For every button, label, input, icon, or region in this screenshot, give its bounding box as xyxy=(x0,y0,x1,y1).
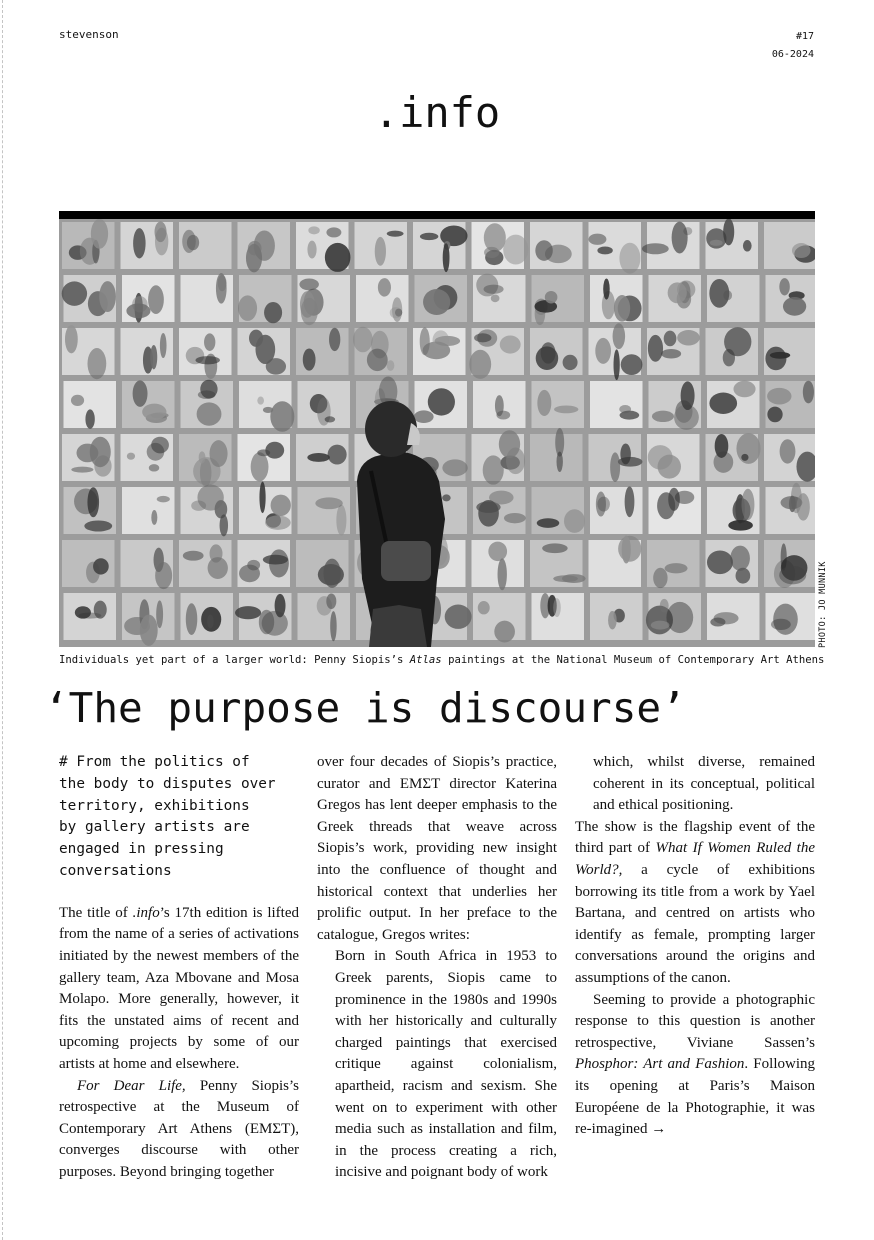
painting-mark xyxy=(496,411,510,420)
painting-mark xyxy=(87,487,99,517)
painting-mark xyxy=(62,281,87,305)
painting-mark xyxy=(652,411,674,422)
painting-mark xyxy=(308,226,319,234)
painting-mark xyxy=(390,307,402,318)
painting-mark xyxy=(620,444,631,465)
painting-mark xyxy=(478,500,499,527)
painting-mark xyxy=(783,297,806,316)
painting-mark xyxy=(554,405,578,413)
painting-mark xyxy=(625,486,635,517)
painting-mark xyxy=(315,497,342,509)
painting-mark xyxy=(484,285,504,294)
block-quote: which, whilst diverse, remained coherent in its conceptual, political and ethical positioning. xyxy=(593,754,815,814)
painting-mark xyxy=(207,614,214,628)
painting-mark xyxy=(329,328,340,351)
painting-mark xyxy=(186,603,198,635)
painting-mark xyxy=(420,327,430,355)
painting-mark xyxy=(545,291,558,304)
painting-mark xyxy=(803,381,814,404)
text-column-1 xyxy=(59,752,299,1184)
painting-mark xyxy=(619,405,631,413)
painting-mark xyxy=(378,278,391,297)
painting-mark xyxy=(420,233,438,240)
text-column-3 xyxy=(575,752,815,1141)
painting-sheet xyxy=(122,487,175,534)
painting-mark xyxy=(328,445,347,465)
painting-mark xyxy=(767,388,791,405)
painting-mark xyxy=(779,278,789,295)
painting-mark xyxy=(736,568,751,584)
paragraph-4: Seeming to provide a photographic response to this question is another retrospective, Viviane Sassen’s Phosphor: Art and Fashion. Following its opening at Paris’s Maison Européene de la Photographie, it was re-imagined → xyxy=(575,991,815,1138)
painting-mark xyxy=(301,298,318,325)
painting-mark xyxy=(432,330,449,349)
painting-mark xyxy=(714,612,739,624)
painting-mark xyxy=(445,605,472,629)
page-edge-marker xyxy=(2,0,3,1240)
painting-mark xyxy=(494,621,515,643)
painting-mark xyxy=(271,495,291,516)
painting-mark xyxy=(491,294,500,302)
painting-mark xyxy=(500,335,521,353)
painting-mark xyxy=(657,492,675,519)
photo-credit: PHOTO: JO MUNNIK xyxy=(818,561,828,648)
painting-mark xyxy=(503,235,528,265)
painting-mark xyxy=(537,518,560,528)
painting-mark xyxy=(672,222,688,254)
painting-mark xyxy=(94,601,107,619)
painting-mark xyxy=(367,349,388,371)
painting-mark xyxy=(797,493,810,521)
block-quote: Born in South Africa in 1953 to Greek parents, Siopis came to prominence in the 1980s and 1990s with her historically and culturally charged paintings that exercised critique against colonialism, apartheid, racism and sexism. She went on to experiment with other media such as installation and film, in the process creating a rich, incisive and poignant body of work xyxy=(335,948,557,1181)
painting-mark xyxy=(151,510,157,525)
painting-mark xyxy=(728,520,753,531)
painting-mark xyxy=(325,416,335,422)
painting-mark xyxy=(257,397,264,405)
painting-mark xyxy=(160,333,167,358)
painting-mark xyxy=(154,548,164,572)
painting-mark xyxy=(474,333,491,342)
painting-mark xyxy=(664,331,677,347)
painting-mark xyxy=(75,606,91,618)
issue-info xyxy=(772,28,814,64)
article-headline: ‘The purpose is discourse’ xyxy=(44,684,686,732)
painting-sheet xyxy=(590,381,643,428)
painting-mark xyxy=(238,295,257,321)
painting-mark xyxy=(613,323,626,349)
painting-mark xyxy=(423,289,450,315)
painting-mark xyxy=(428,388,455,415)
painting-mark xyxy=(619,243,640,274)
painting-mark xyxy=(265,442,284,459)
painting-mark xyxy=(90,437,111,468)
painting-mark xyxy=(736,433,760,464)
painting-mark xyxy=(504,513,526,523)
painting-mark xyxy=(442,459,467,476)
masthead-title: .info xyxy=(373,88,501,137)
painting-mark xyxy=(275,594,286,617)
painting-mark xyxy=(488,542,507,562)
painting-sheet xyxy=(296,328,349,375)
painting-mark xyxy=(614,349,620,380)
painting-mark xyxy=(149,464,160,471)
painting-mark xyxy=(541,342,556,363)
painting-mark xyxy=(265,515,291,529)
painting-mark xyxy=(792,243,811,258)
painting-mark xyxy=(442,494,451,501)
painting-mark xyxy=(156,600,163,628)
painting-mark xyxy=(742,489,755,520)
painting-mark xyxy=(537,390,551,416)
painting-mark xyxy=(133,380,148,407)
painting-mark xyxy=(239,565,260,583)
painting-mark xyxy=(498,558,507,590)
painting-mark xyxy=(266,358,286,375)
painting-mark xyxy=(198,390,216,399)
painting-mark xyxy=(621,354,643,375)
shoulder-bag xyxy=(381,541,431,581)
painting-mark xyxy=(71,467,93,473)
painting-mark xyxy=(765,347,786,371)
caption-text-end: paintings at the National Museum of Contemporary Art Athens xyxy=(441,654,825,666)
painting-mark xyxy=(263,555,288,565)
painting-mark xyxy=(597,246,612,254)
painting-mark xyxy=(187,235,199,250)
painting-mark xyxy=(469,350,491,379)
caption-italic-title: Atlas xyxy=(409,654,442,666)
painting-mark xyxy=(767,407,782,423)
painting-mark xyxy=(262,611,288,636)
brand-name: stevenson xyxy=(59,28,119,41)
painting-mark xyxy=(270,401,294,432)
painting-mark xyxy=(666,602,693,633)
painting-mark xyxy=(622,536,631,564)
painting-mark xyxy=(142,404,166,420)
painting-mark xyxy=(216,273,227,304)
painting-mark xyxy=(235,606,261,619)
painting-mark xyxy=(730,546,750,571)
painting-mark xyxy=(197,484,223,510)
painting-mark xyxy=(157,496,170,502)
painting-mark xyxy=(264,302,282,323)
painting-mark xyxy=(375,237,386,266)
painting-mark xyxy=(155,222,167,243)
painting-mark xyxy=(126,303,150,318)
painting-mark xyxy=(723,290,732,300)
painting-mark xyxy=(195,356,219,364)
painting-mark xyxy=(140,615,158,646)
issue-number: #17 xyxy=(795,31,814,42)
painting-mark xyxy=(610,452,620,482)
paragraph-3: The show is the flagship event of the third part of What If Women Ruled the World?, a cycle of exhibitions borrowing its title from a work by Yael Bartana, and centred on artists who identify as female, prompting larger conversations around the origins and assumptions of the canon. xyxy=(575,818,815,986)
painting-mark xyxy=(564,509,585,533)
painting-mark xyxy=(483,455,504,484)
painting-mark xyxy=(542,543,567,553)
painting-mark xyxy=(562,574,586,583)
painting-mark xyxy=(443,243,450,272)
painting-mark xyxy=(661,349,681,359)
painting-mark xyxy=(648,445,673,469)
painting-mark xyxy=(183,551,204,561)
painting-mark xyxy=(557,451,563,471)
painting-mark xyxy=(148,285,164,314)
painting-mark xyxy=(251,452,269,481)
painting-mark xyxy=(743,240,752,251)
painting-mark xyxy=(330,611,336,641)
painting-mark xyxy=(208,557,228,579)
painting-mark xyxy=(326,227,341,237)
painting-mark xyxy=(603,279,610,300)
paragraph-2: For Dear Life, Penny Siopis’s retrospective at the Museum of Contemporary Art Athens (ΕΜΣΤ), converges discourse with other purposes. Beyond bringing together xyxy=(59,1077,299,1180)
painting-mark xyxy=(478,601,490,614)
painting-mark xyxy=(535,240,552,261)
painting-mark xyxy=(595,338,611,364)
painting-mark xyxy=(553,598,561,617)
painting-mark xyxy=(723,349,735,366)
painting-mark xyxy=(65,325,78,353)
paragraph-2: over four decades of Siopis’s practice, curator and ΕΜΣΤ director Katerina Gregos has lent deeper emphasis to the Greek threads that weave across Siopis’s work, providing new insight into the confluence of thought and historical context that underlies her prolific output. In her preface to the catalogue, Gregos writes: xyxy=(317,754,557,943)
painting-mark xyxy=(668,282,687,303)
caption-text: Individuals yet part of a larger world: Penny Siopis’s xyxy=(59,654,410,666)
painting-mark xyxy=(653,568,667,588)
painting-mark xyxy=(91,219,108,249)
painting-mark xyxy=(387,231,404,237)
painting-mark xyxy=(307,453,330,462)
painting-mark xyxy=(259,482,265,513)
painting-mark xyxy=(484,247,499,258)
painting-mark xyxy=(710,240,723,246)
painting-mark xyxy=(84,521,112,532)
painting-mark xyxy=(499,430,520,458)
painting-mark xyxy=(87,348,106,379)
painting-mark xyxy=(307,241,316,259)
painting-mark xyxy=(789,496,796,513)
painting-mark xyxy=(204,333,215,351)
painting-mark xyxy=(709,393,737,414)
photo-illustration xyxy=(59,219,815,647)
painting-mark xyxy=(325,243,351,272)
painting-mark xyxy=(779,566,806,584)
painting-mark xyxy=(588,234,606,245)
painting-mark xyxy=(614,295,630,322)
exhibition-photo xyxy=(59,219,815,647)
painting-mark xyxy=(773,604,798,635)
painting-mark xyxy=(651,621,670,630)
painting-mark xyxy=(336,505,346,536)
painting-mark xyxy=(608,611,617,630)
photo-top-rule xyxy=(59,211,815,219)
painting-mark xyxy=(199,451,206,463)
text-column-2 xyxy=(317,752,557,1184)
painting-mark xyxy=(133,228,145,258)
painting-mark xyxy=(248,241,262,256)
painting-mark xyxy=(707,550,733,574)
painting-mark xyxy=(660,599,669,613)
article-lede: # From the politics of the body to disputes over territory, exhibitions by gallery artists are engaged in pressing conversations xyxy=(59,754,276,879)
painting-mark xyxy=(675,491,694,504)
painting-mark xyxy=(387,360,395,371)
painting-mark xyxy=(85,409,94,428)
painting-mark xyxy=(414,410,434,423)
painting-mark xyxy=(93,558,109,574)
painting-mark xyxy=(303,348,316,370)
visitor-legs xyxy=(369,605,427,647)
painting-mark xyxy=(353,327,373,352)
painting-mark xyxy=(299,278,318,290)
photo-caption xyxy=(59,654,825,666)
painting-mark xyxy=(209,440,227,467)
issue-date: 06-2024 xyxy=(771,49,814,60)
visitor-head xyxy=(365,401,417,457)
painting-mark xyxy=(197,402,222,425)
painting-mark xyxy=(220,514,228,536)
painting-mark xyxy=(99,281,116,312)
painting-mark xyxy=(733,381,755,397)
painting-mark xyxy=(71,395,84,406)
painting-mark xyxy=(150,345,157,369)
painting-mark xyxy=(318,564,344,585)
painting-mark xyxy=(780,439,796,463)
painting-mark xyxy=(642,243,669,254)
painting-mark xyxy=(563,355,578,370)
painting-mark xyxy=(715,434,729,458)
painting-mark xyxy=(681,381,695,410)
painting-mark xyxy=(665,563,688,573)
painting-mark xyxy=(741,454,748,461)
paragraph-1: The title of .info’s 17th edition is lifted from the name of a series of activations initiated by the newest members of the gallery team, Aza Mbovane and Mosa Molapo. More generally, however, it fits the unstated aims of recent and upcoming projects by some of our artists at home and elsewhere. xyxy=(59,904,299,1072)
painting-mark xyxy=(648,335,663,362)
painting-mark xyxy=(147,443,165,461)
painting-mark xyxy=(596,491,606,516)
painting-mark xyxy=(127,453,135,460)
painting-mark xyxy=(326,593,336,609)
painting-mark xyxy=(677,330,700,345)
